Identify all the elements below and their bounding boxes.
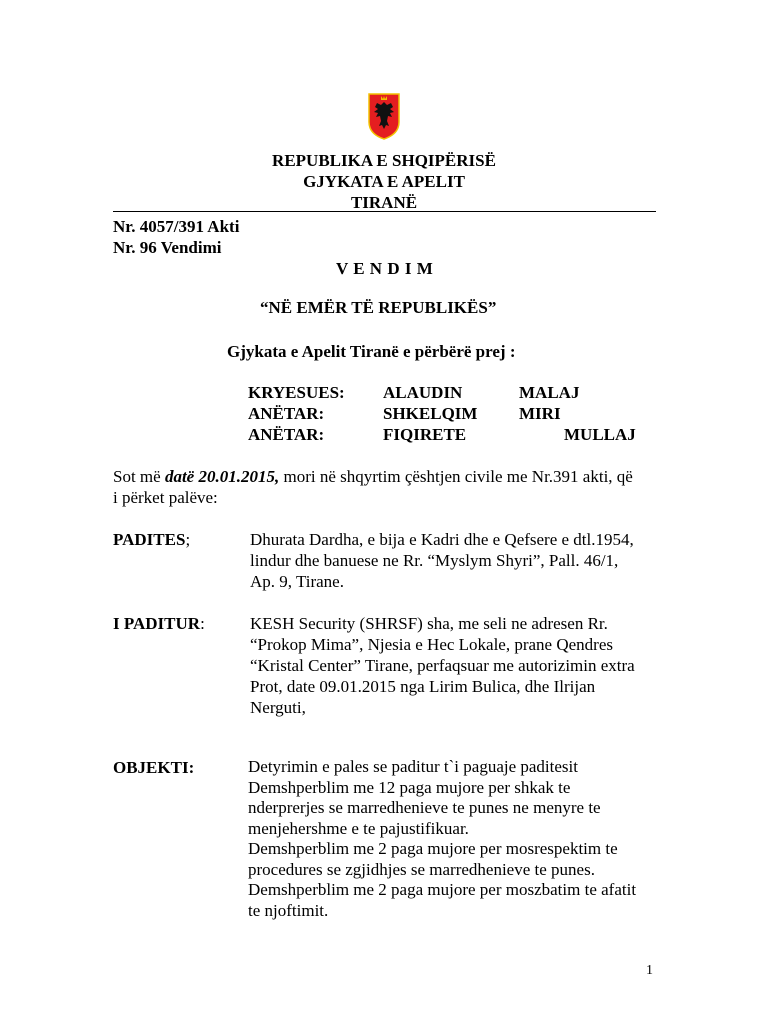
panel-role: ANËTAR: (248, 404, 325, 423)
object-line: Detyrimin e pales se paditur t`i paguaje paditesit (248, 757, 578, 776)
defendant-details (250, 613, 655, 718)
panel-last-name: MIRI (519, 404, 561, 423)
plaintiff-label: PADITES; (113, 530, 191, 549)
decision-number: Nr. 96 Vendimi (113, 238, 222, 257)
plaintiff-line: lindur dhe banuese ne Rr. “Myslym Shyri”, Pall. 46/1, (250, 551, 619, 570)
defendant-line: “Prokop Mima”, Njesia e Hec Lokale, prane Qendres (250, 635, 614, 654)
composition-intro: Gjykata e Apelit Tiranë e përbërë prej : (227, 342, 516, 361)
panel-role: ANËTAR: (248, 425, 325, 444)
document-title: V E N D I M (336, 259, 434, 278)
session-rest: mori në shqyrtim çështjen civile me Nr.391 akti, që (279, 467, 633, 486)
defendant-line: Nerguti, (250, 698, 306, 717)
object-line: te njoftimit. (248, 900, 329, 920)
defendant-line: Prot, date 09.01.2015 nga Lirim Bulica, dhe Ilrijan (250, 677, 596, 696)
plaintiff-details (250, 529, 655, 592)
panel-first-name: FIQIRETE (383, 425, 467, 444)
object-line: Demshperblim me 12 paga mujore per shkak te (248, 777, 571, 797)
header-city: TIRANË (350, 193, 418, 212)
session-prefix: Sot më (113, 467, 165, 486)
header-country: REPUBLIKA E SHQIPËRISË (272, 151, 496, 170)
plaintiff-line: Dhurata Dardha, e bija e Kadri dhe e Qefsere e dtl.1954, (250, 530, 634, 549)
object-details (248, 757, 648, 921)
panel-first-name: ALAUDIN (383, 383, 463, 402)
header-divider (113, 211, 656, 212)
page-number: 1 (646, 963, 653, 978)
header-court: GJYKATA E APELIT (303, 172, 465, 191)
session-line-2: i përket palëve: (113, 488, 218, 507)
defendant-line: KESH Security (SHRSF) sha, me seli ne adresen Rr. (250, 614, 608, 633)
defendant-label: I PADITUR: (113, 614, 205, 633)
object-line: procedures se zgjidhjes se marredhenieve te punes. (248, 859, 595, 879)
in-name-of-republic: “NË EMËR TË REPUBLIKËS” (260, 298, 497, 317)
plaintiff-line: Ap. 9, Tirane. (250, 572, 344, 591)
session-date: datë 20.01.2015, (164, 467, 280, 486)
panel-last-name: MULLAJ (564, 425, 636, 444)
object-line: menjehershme e te pajustifikuar. (248, 818, 469, 838)
object-label: OBJEKTI: (113, 758, 195, 777)
object-line: nderprerjes se marredhenieve te punes ne menyre te (248, 798, 601, 817)
case-number: Nr. 4057/391 Akti (113, 217, 240, 236)
object-line: Demshperblim me 2 paga mujore per moszbatim te afatit (248, 880, 637, 899)
panel-role: KRYESUES: (248, 383, 345, 402)
panel-first-name: SHKELQIM (383, 404, 478, 423)
session-line-1 (113, 466, 633, 487)
albania-coat-of-arms-icon (367, 92, 401, 140)
defendant-line: “Kristal Center” Tirane, perfaqsuar me autorizimin extra (250, 656, 635, 675)
object-line: Demshperblim me 2 paga mujore per mosrespektim te (248, 839, 618, 858)
panel-last-name: MALAJ (519, 383, 580, 402)
